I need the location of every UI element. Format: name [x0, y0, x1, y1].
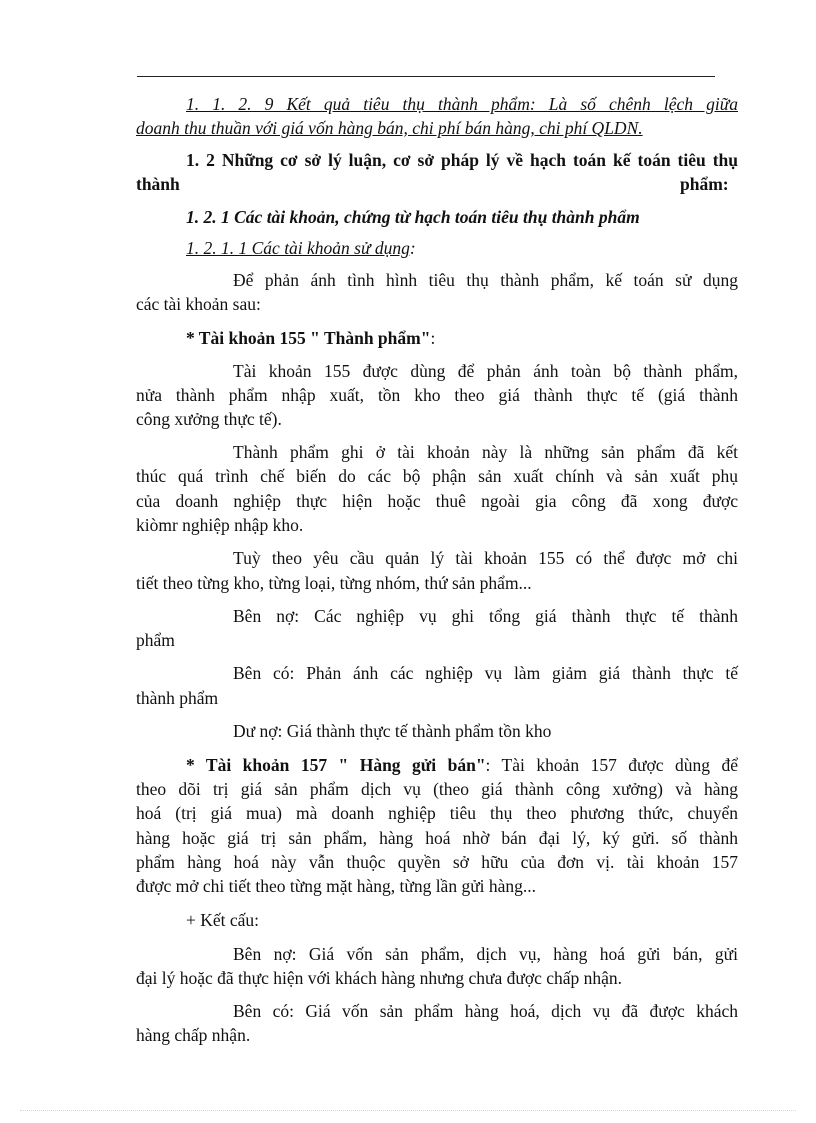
account-155-desc-line-2: nửa thành phẩm nhập xuất, tồn kho theo giá thành thực tế (giá thành: [136, 385, 738, 405]
section-1-1-2-9-line-2: doanh thu thuần với giá vốn hàng bán, chi phí bán hàng, chi phí QLDN.: [136, 118, 643, 138]
debit-side-157-line-1: Bên nợ: Giá vốn sản phẩm, dịch vụ, hàng hoá gửi bán, gửi: [233, 944, 738, 964]
debit-side-155-line-2: phẩm: [136, 630, 175, 650]
heading-1-2-line-1: 1. 2 Những cơ sở lý luận, cơ sở pháp lý về hạch toán kế toán tiêu thụ: [186, 150, 738, 170]
account-157-title: * Tài khoản 157 " Hàng gửi bán": [186, 755, 486, 775]
heading-1-2-1-1-text: 1. 2. 1. 1 Các tài khoản sử dụng: [186, 238, 410, 258]
paragraph-intro-line-2: các tài khoản sau:: [136, 294, 261, 314]
debit-side-155-line-1: Bên nợ: Các nghiệp vụ ghi tổng giá thành thực tế thành: [233, 606, 738, 626]
credit-side-155-line-2: thành phẩm: [136, 688, 219, 708]
debit-side-157-line-2: đại lý hoặc đã thực hiện với khách hàng nhưng chưa được chấp nhận.: [136, 968, 623, 988]
account-157-intro: : Tài khoản 157 được dùng để: [485, 755, 739, 775]
heading-1-2-1-1: [186, 236, 416, 260]
account-157-line-3: hoá (trị giá mua) mà doanh nghiệp tiêu thụ theo phương thức, chuyển: [136, 803, 738, 823]
paragraph-intro-line-1: Để phản ánh tình hình tiêu thụ thành phẩm, kế toán sử dụng: [233, 270, 738, 290]
heading-1-2-1-1-colon: :: [409, 238, 416, 258]
finished-goods-para-line-3: của doanh nghiệp thực hiện hoặc thuê ngoài gia công đã xong được: [136, 491, 738, 511]
account-157-line-6: được mở chi tiết theo từng mặt hàng, từng lần gửi hàng...: [136, 876, 537, 896]
credit-side-155-line-1: Bên có: Phản ánh các nghiệp vụ làm giảm giá thành thực tế: [233, 663, 738, 683]
account-157-line-4: hàng hoặc giá trị sản phẩm, hàng hoá nhờ bán đại lý, ký gửi. số thành: [136, 828, 738, 848]
management-para-line-1: Tuỳ theo yêu cầu quản lý tài khoản 155 có thể được mở chi: [233, 548, 738, 568]
page-footer-divider: [20, 1110, 796, 1111]
account-155-colon: :: [430, 328, 436, 348]
heading-1-2-word-left: thành: [136, 174, 180, 194]
account-155-desc-line-3: công xưởng thực tế).: [136, 409, 282, 429]
structure-label: + Kết cấu:: [186, 910, 260, 930]
account-155-heading: [186, 326, 435, 350]
account-157-line-1: [186, 753, 738, 777]
finished-goods-para-line-4: kiòmr nghiệp nhập kho.: [136, 515, 304, 535]
finished-goods-para-line-1: Thành phẩm ghi ở tài khoản này là những sản phẩm đã kết: [233, 442, 738, 462]
finished-goods-para-line-2: thúc quá trình chế biến do các bộ phận sản xuất chính và sản xuất phụ: [136, 466, 738, 486]
credit-side-157-line-1: Bên có: Giá vốn sản phẩm hàng hoá, dịch vụ đã được khách: [233, 1001, 738, 1021]
balance-155: Dư nợ: Giá thành thực tế thành phẩm tồn kho: [233, 721, 552, 741]
header-rule: [137, 76, 715, 77]
management-para-line-2: tiết theo từng kho, từng loại, từng nhóm, thứ sản phẩm...: [136, 573, 532, 593]
account-155-desc-line-1: Tài khoản 155 được dùng để phản ánh toàn bộ thành phẩm,: [233, 361, 738, 381]
account-157-line-2: theo dõi trị giá sản phẩm dịch vụ (theo giá thành công xưởng) và hàng: [136, 779, 738, 799]
heading-1-2-word-right: phẩm:: [680, 174, 729, 194]
account-157-line-5: phẩm hàng hoá này vẫn thuộc quyền sở hữu của đơn vị. tài khoản 157: [136, 852, 738, 872]
credit-side-157-line-2: hàng chấp nhận.: [136, 1025, 251, 1045]
account-155-title: * Tài khoản 155 " Thành phẩm": [186, 328, 431, 348]
section-1-1-2-9-line-1: 1. 1. 2. 9 Kết quả tiêu thụ thành phẩm: Là số chênh lệch giữa: [186, 94, 738, 114]
heading-1-2-1: 1. 2. 1 Các tài khoản, chứng từ hạch toán tiêu thụ thành phẩm: [186, 207, 640, 227]
